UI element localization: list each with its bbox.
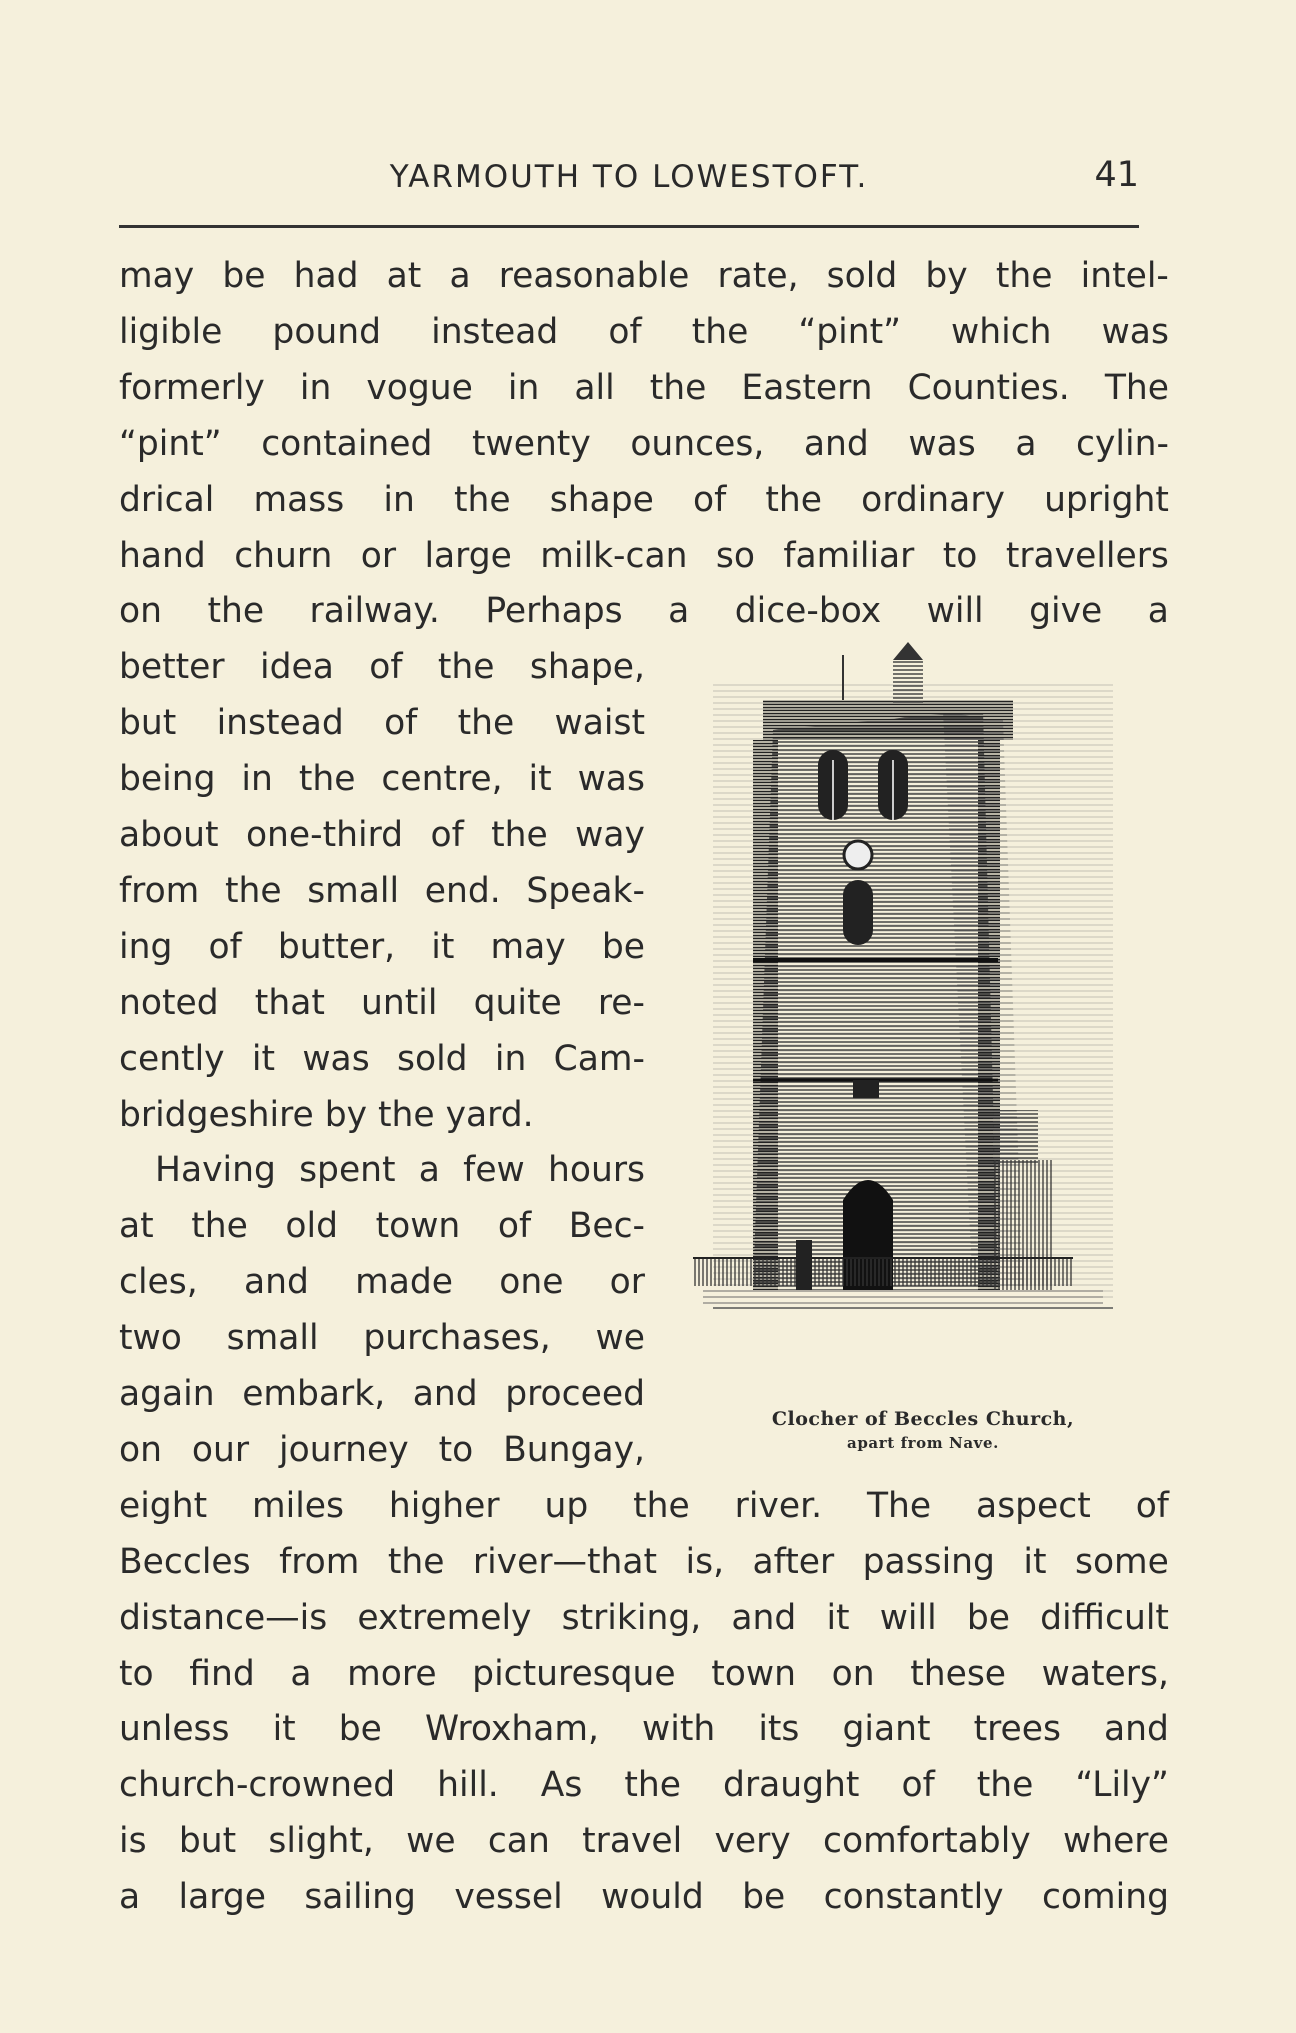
text-line: drical mass in the shape of the ordinary upright xyxy=(119,479,1169,520)
text-line: better idea of the shape, xyxy=(119,647,645,688)
text-line: but instead of the waist xyxy=(119,703,645,744)
text-line: church-crowned hill. As the draught of the “Lily” xyxy=(119,1765,1169,1806)
text-line: a large sailing vessel would be constantly coming xyxy=(119,1877,1169,1918)
text-line: again embark, and proceed xyxy=(119,1374,645,1414)
text-line: being in the centre, it was xyxy=(119,759,645,800)
text-line: formerly in vogue in all the Eastern Counties. The xyxy=(119,367,1169,408)
text-line: to find a more picturesque town on these waters, xyxy=(119,1653,1169,1694)
text-line: cently it was sold in Cam- xyxy=(119,1038,645,1079)
text-line: ligible pound instead of the “pint” which was xyxy=(119,311,1169,352)
tower-engraving xyxy=(693,640,1153,1370)
header-rule xyxy=(119,225,1139,228)
text-line: Beccles from the river—that is, after passing it some xyxy=(119,1541,1169,1582)
page-header xyxy=(119,155,1139,205)
church-tower-illustration xyxy=(693,640,1153,1452)
text-line: at the old town of Bec- xyxy=(119,1206,645,1247)
page-number: 41 xyxy=(1094,155,1139,195)
text-line: eight miles higher up the river. The aspect of xyxy=(119,1485,1169,1526)
text-line: unless it be Wroxham, with its giant trees and xyxy=(119,1709,1169,1750)
text-line: ing of butter, it may be xyxy=(119,926,645,967)
caption-line-1: Clocher of Beccles Church, xyxy=(771,1408,1075,1430)
text-line: distance—is extremely striking, and it will be difficult xyxy=(119,1597,1169,1638)
text-line: may be had at a reasonable rate, sold by the intel- xyxy=(119,256,1169,296)
text-line: bridgeshire by the yard. xyxy=(119,1094,534,1135)
text-line: about one-third of the way xyxy=(119,815,645,855)
text-line: two small purchases, we xyxy=(119,1318,645,1359)
text-line: on our journey to Bungay, xyxy=(119,1429,645,1470)
text-line: hand churn or large milk-can so familiar to travellers xyxy=(119,535,1169,576)
text-line: cles, and made one or xyxy=(119,1262,645,1303)
text-line: is but slight, we can travel very comfortably where xyxy=(119,1821,1169,1862)
text-line: Having spent a few hours xyxy=(155,1150,645,1191)
text-line: “pint” contained twenty ounces, and was a cylin- xyxy=(119,423,1169,464)
text-line: noted that until quite re- xyxy=(119,982,645,1023)
caption-line-2: apart from Nave. xyxy=(847,1434,999,1452)
text-line: from the small end. Speak- xyxy=(119,870,645,911)
text-line: on the railway. Perhaps a dice-box will give a xyxy=(119,591,1169,632)
running-title: YARMOUTH TO LOWESTOFT. xyxy=(389,159,869,195)
